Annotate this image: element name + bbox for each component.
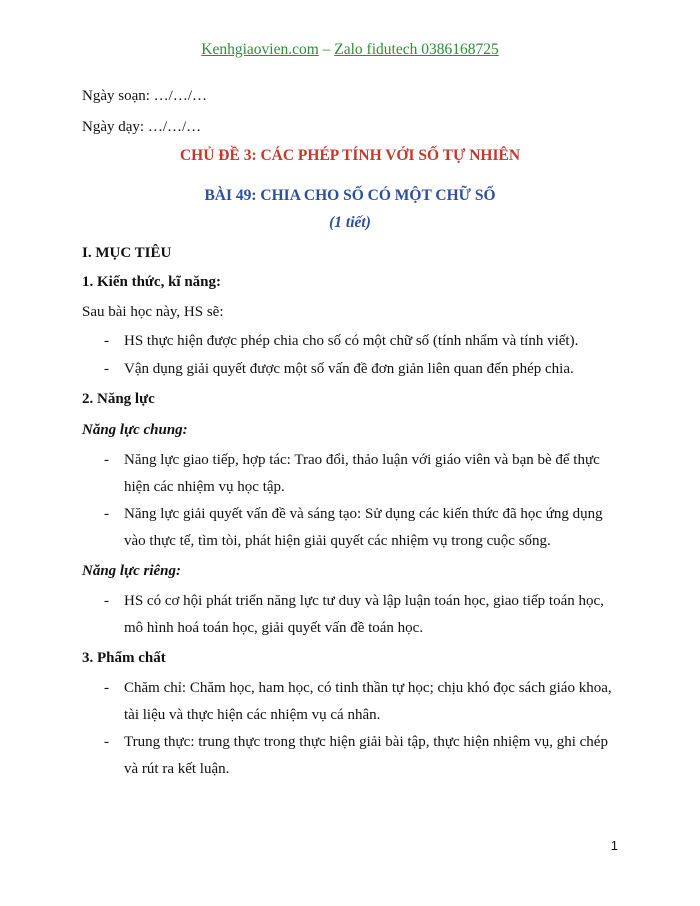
header-site-link[interactable]: Kenhgiaovien.com (201, 41, 319, 58)
list-item-continuation: hiện các nhiệm vụ học tập. (124, 479, 285, 495)
lesson-duration: (1 tiết) (329, 214, 371, 231)
list-item: Vận dụng giải quyết được một số vấn đề đơn giản liên quan đến phép chia. (124, 361, 574, 377)
list-item: HS thực hiện được phép chia cho số có một chữ số (tính nhẩm và tính viết). (124, 333, 579, 349)
lesson-title: BÀI 49: CHIA CHO SỐ CÓ MỘT CHỮ SỐ (204, 187, 496, 204)
list-item: Năng lực giao tiếp, hợp tác: Trao đổi, thảo luận với giáo viên và bạn bè để thực (124, 452, 600, 468)
list-item: Trung thực: trung thực trong thực hiện giải bài tập, thực hiện nhiệm vụ, ghi chép (124, 734, 608, 750)
subheading-competence: 2. Năng lực (82, 391, 155, 407)
teach-date: Ngày dạy: …/…/… (82, 119, 202, 135)
list-item: Năng lực giải quyết vấn đề và sáng tạo: Sử dụng các kiến thức đã học ứng dụng (124, 506, 603, 522)
bullet-marker: - (104, 680, 109, 696)
section-heading-objectives: I. MỤC TIÊU (82, 245, 172, 261)
bullet-marker: - (104, 593, 109, 609)
subheading-general-competence: Năng lực chung: (82, 422, 188, 438)
list-item-continuation: mô hình hoá toán học, giải quyết vấn đề toán học. (124, 620, 424, 636)
bullet-marker: - (104, 333, 109, 349)
bullet-marker: - (104, 734, 109, 750)
bullet-marker: - (104, 361, 109, 377)
header-separator: – (318, 41, 335, 58)
list-item-continuation: tài liệu và thực hiện các nhiệm vụ cá nhân. (124, 707, 381, 723)
header-contact-link[interactable]: Zalo fidutech 0386168725 (334, 41, 499, 58)
list-item: HS có cơ hội phát triển năng lực tư duy và lập luận toán học, giao tiếp toán học, (124, 593, 604, 609)
topic-title: CHỦ ĐỀ 3: CÁC PHÉP TÍNH VỚI SỐ TỰ NHIÊN (179, 147, 521, 164)
page-header (0, 41, 700, 59)
list-item: Chăm chỉ: Chăm học, ham học, có tinh thần tự học; chịu khó đọc sách giáo khoa, (124, 680, 612, 696)
list-item-continuation: và rút ra kết luận. (124, 761, 230, 777)
subheading-specific-competence: Năng lực riêng: (82, 563, 181, 579)
page-number: 1 (610, 838, 618, 853)
bullet-marker: - (104, 506, 109, 522)
subheading-knowledge: 1. Kiến thức, kĩ năng: (82, 274, 222, 290)
list-item-continuation: vào thực tế, tìm tòi, phát hiện giải quyết các nhiệm vụ trong cuộc sống. (124, 533, 551, 549)
knowledge-intro: Sau bài học này, HS sẽ: (82, 304, 224, 320)
prep-date: Ngày soạn: …/…/… (82, 88, 207, 104)
bullet-marker: - (104, 452, 109, 468)
subheading-qualities: 3. Phẩm chất (82, 650, 166, 666)
